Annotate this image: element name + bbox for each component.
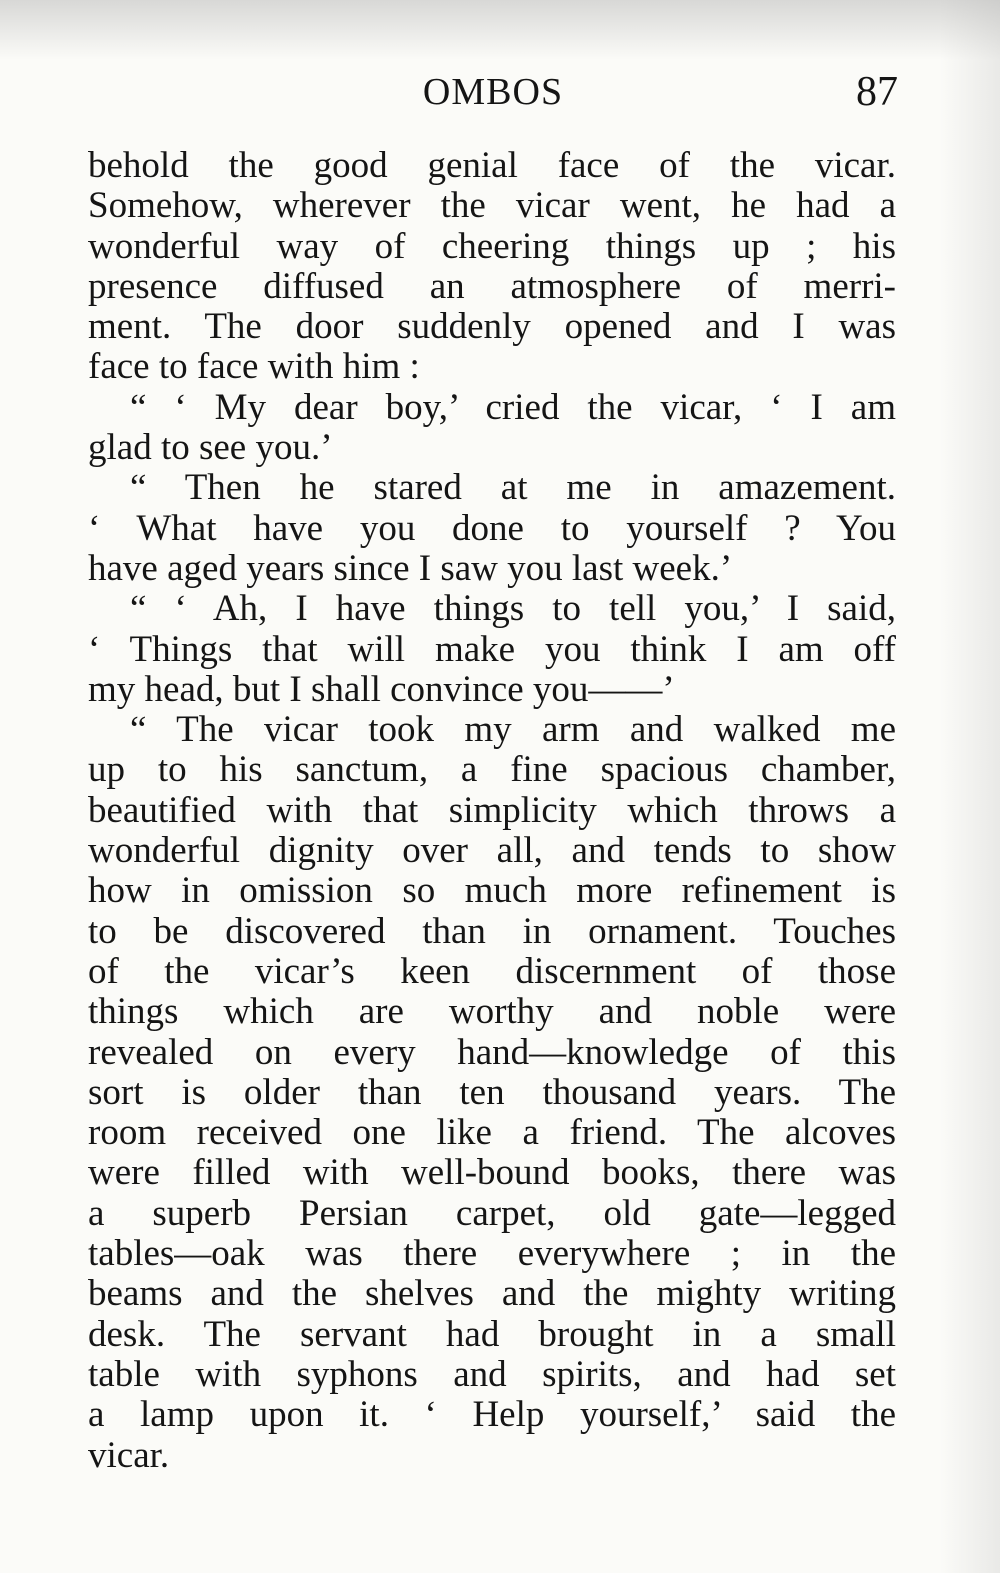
text-line: up to his sanctum, a fine spacious chamber, <box>88 749 896 791</box>
text-line: a superb Persian carpet, old gate—legged <box>88 1192 896 1234</box>
text-line: vicar. <box>88 1434 170 1476</box>
paragraph <box>88 710 896 1476</box>
text-line: were filled with well-bound books, there was <box>88 1152 896 1194</box>
text-line: “ The vicar took my arm and walked me <box>130 709 896 751</box>
text-line: glad to see you.’ <box>88 427 333 469</box>
text-line: ment. The door suddenly opened and I was <box>88 306 896 348</box>
text-line: to be discovered than in ornament. Touches <box>88 910 896 952</box>
text-line: “ ‘ My dear boy,’ cried the vicar, ‘ I am <box>130 386 896 428</box>
text-line: my head, but I shall convince you——’ <box>88 668 675 710</box>
text-line: desk. The servant had brought in a small <box>88 1313 896 1355</box>
text-line: beams and the shelves and the mighty writing <box>88 1273 896 1315</box>
text-line: presence diffused an atmosphere of merri- <box>88 265 896 307</box>
text-line: of the vicar’s keen discernment of those <box>88 950 896 992</box>
text-line: sort is older than ten thousand years. The <box>88 1071 896 1113</box>
paragraph <box>88 388 896 469</box>
text-line: how in omission so much more refinement is <box>88 870 896 912</box>
text-line: have aged years since I saw you last week.’ <box>88 547 733 589</box>
text-line: room received one like a friend. The alcoves <box>88 1112 896 1154</box>
text-line: table with syphons and spirits, and had set <box>88 1353 896 1395</box>
text-line: revealed on every hand—knowledge of this <box>88 1031 896 1073</box>
paragraph <box>88 589 896 710</box>
text-line: ‘ Things that will make you think I am off <box>88 628 896 670</box>
text-line: Somehow, wherever the vicar went, he had a <box>88 185 896 227</box>
text-line: wonderful way of cheering things up ; his <box>88 225 896 267</box>
paragraph <box>88 146 896 388</box>
text-line: “ Then he stared at me in amazement. <box>130 467 896 509</box>
text-line: things which are worthy and noble were <box>88 991 896 1033</box>
text-line: wonderful dignity over all, and tends to show <box>88 830 896 872</box>
scan-shadow-right <box>940 0 1000 1573</box>
text-line: ‘ What have you done to yourself ? You <box>88 507 896 549</box>
text-line: face to face with him : <box>88 346 420 388</box>
running-head <box>88 64 898 120</box>
text-line: behold the good genial face of the vicar. <box>88 145 896 186</box>
page-number: 87 <box>856 69 898 115</box>
text-line: tables—oak was there everywhere ; in the <box>88 1233 896 1275</box>
text-line: “ ‘ Ah, I have things to tell you,’ I said, <box>130 588 896 630</box>
running-title: OMBOS <box>422 71 564 113</box>
text-line: a lamp upon it. ‘ Help yourself,’ said the <box>88 1394 896 1436</box>
text-line: beautified with that simplicity which throws a <box>88 789 896 831</box>
paragraph <box>88 468 896 589</box>
body-text <box>88 146 896 1476</box>
scan-shadow-top <box>0 0 1000 60</box>
